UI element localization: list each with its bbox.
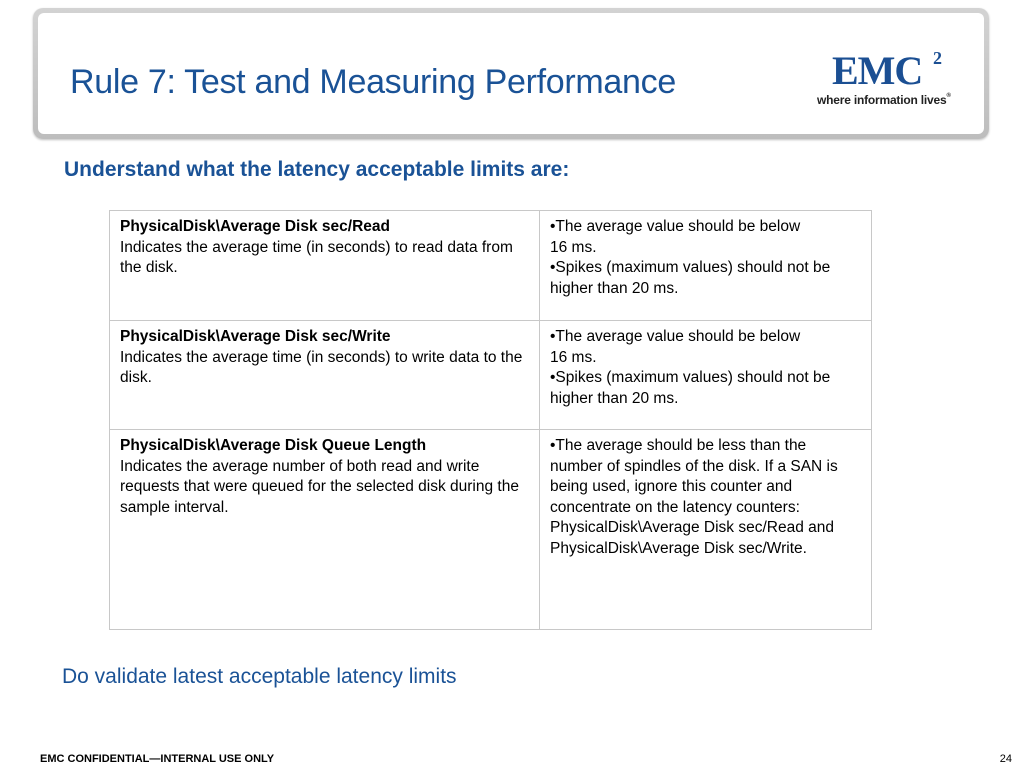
- guidance-text: •The average value should be below: [550, 218, 801, 235]
- guidance-bullet: [550, 436, 861, 560]
- guidance-text: 16 ms.: [550, 238, 597, 256]
- guidance-text: •The average value should be below: [550, 328, 801, 345]
- header-panel-inner: [38, 13, 984, 134]
- logo-tagline: [817, 93, 951, 107]
- counter-name: PhysicalDisk\Average Disk Queue Length: [120, 437, 427, 454]
- counter-cell: [110, 321, 540, 430]
- registered-mark: ®: [946, 93, 951, 99]
- table-row: [110, 321, 872, 430]
- counter-description: Indicates the average number of both read and write requests that were queued for the selected disk during the sample interval.: [120, 457, 519, 516]
- latency-limits-table: [109, 210, 872, 630]
- table-row: [110, 430, 872, 630]
- slide-subtitle: Understand what the latency acceptable limits are:: [64, 158, 570, 181]
- page-title: Rule 7: Test and Measuring Performance: [70, 63, 676, 101]
- header-panel: [33, 8, 989, 139]
- guidance-text: •The average should be less than the number of spindles of the disk. If a SAN is being used, ignore this counter and concentrate on the latency counters: PhysicalDisk\Average Disk sec/Read and PhysicalDisk\Average Disk sec/Write.: [550, 437, 838, 557]
- counter-name: PhysicalDisk\Average Disk sec/Read: [120, 218, 390, 235]
- guidance-cell: [540, 321, 872, 430]
- counter-name: PhysicalDisk\Average Disk sec/Write: [120, 328, 391, 345]
- table-row: [110, 211, 872, 321]
- confidential-footer: EMC CONFIDENTIAL—INTERNAL USE ONLY: [40, 753, 275, 765]
- counter-description: Indicates the average time (in seconds) to read data from the disk.: [120, 238, 513, 277]
- guidance-text: higher than 20 ms.: [550, 389, 679, 407]
- logo-wordmark: EMC: [832, 48, 923, 93]
- guidance-text: 16 ms.: [550, 348, 597, 366]
- validation-note: Do validate latest acceptable latency limits: [62, 665, 457, 688]
- guidance-cell: [540, 430, 872, 630]
- page-number: 24: [999, 753, 1012, 765]
- guidance-bullet: [550, 217, 861, 258]
- guidance-bullet: [550, 327, 861, 368]
- counter-cell: [110, 211, 540, 321]
- guidance-text: higher than 20 ms.: [550, 279, 679, 297]
- guidance-text: •Spikes (maximum values) should not be: [550, 259, 831, 277]
- counter-cell: [110, 430, 540, 630]
- guidance-bullet: [550, 368, 861, 409]
- emc-logo: [814, 48, 959, 111]
- logo-superscript: 2: [933, 48, 942, 68]
- counter-description: Indicates the average time (in seconds) to write data to the disk.: [120, 348, 523, 387]
- guidance-bullet: [550, 258, 861, 299]
- guidance-text: •Spikes (maximum values) should not be: [550, 369, 831, 387]
- logo-tagline-text: where information lives: [817, 93, 947, 107]
- guidance-cell: [540, 211, 872, 321]
